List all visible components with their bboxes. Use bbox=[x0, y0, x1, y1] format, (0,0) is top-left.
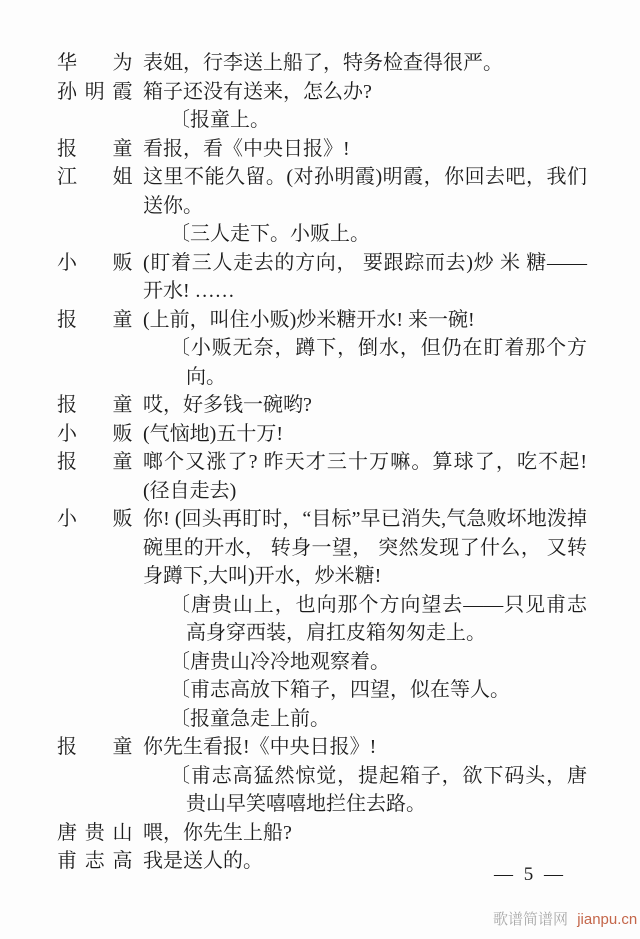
dialogue-line bbox=[57, 135, 640, 164]
speech-text: 我是送人的。 bbox=[143, 850, 263, 872]
dialogue-line bbox=[57, 249, 640, 306]
stage-direction bbox=[57, 762, 640, 819]
speech-text: 喂，你先生上船? bbox=[143, 821, 292, 844]
speaker-name: 报 童 bbox=[57, 736, 133, 758]
dialogue-line bbox=[57, 391, 640, 420]
speaker-name: 甫志高 bbox=[57, 850, 133, 872]
stage-direction-text: 〔小贩无奈，蹲下，倒水，但仍在盯着那个方向。 bbox=[170, 337, 587, 388]
speaker-name: 报 童 bbox=[57, 308, 133, 331]
watermark-site-name: 歌谱简谱网 bbox=[493, 911, 569, 928]
stage-direction bbox=[57, 591, 640, 648]
speech-text: (上前，叫住小贩)炒米糖开水! 来一碗! bbox=[143, 308, 475, 331]
stage-direction bbox=[57, 106, 640, 135]
speech-text: (盯着三人走去的方向， 要跟踪而去)炒 米 糖——开水! …… bbox=[143, 251, 587, 302]
speech-text: 箱子还没有送来，怎么办? bbox=[143, 80, 372, 103]
speaker-name: 江 姐 bbox=[57, 166, 133, 188]
stage-direction-text: 〔甫志高猛然惊觉，提起箱子，欲下码头，唐贵山早笑嘻嘻地拦住去路。 bbox=[170, 764, 587, 815]
watermark bbox=[493, 908, 637, 929]
speech-text: 这里不能久留。(对孙明霞)明霞，你回去吧，我们送你。 bbox=[143, 166, 587, 217]
speaker-name: 报 童 bbox=[57, 394, 133, 416]
speech-text: 你! (回头再盯时，“目标”早已消失,气急败坏地泼掉碗里的开水， 转身一望， 突然发现了什么， 又转身蹲下,大叫)开水，炒米糖! bbox=[143, 508, 587, 587]
speech-text: (气恼地)五十万! bbox=[143, 422, 283, 445]
speaker-name: 小 贩 bbox=[57, 251, 133, 274]
dialogue-line bbox=[57, 163, 640, 220]
stage-direction bbox=[57, 676, 640, 705]
speech-text: 哎，好多钱一碗哟? bbox=[143, 394, 312, 416]
speech-text: 看报，看《中央日报》! bbox=[143, 137, 350, 160]
speaker-name: 小 贩 bbox=[57, 422, 133, 445]
speech-text: 啷个又涨了? 昨天才三十万嘛。算球了，吃不起!(径自走去) bbox=[143, 451, 587, 502]
stage-direction-text: 〔报童急走上前。 bbox=[170, 707, 330, 730]
speech-text: 表姐，行李送上船了，特务检查得很严。 bbox=[143, 52, 503, 74]
stage-direction bbox=[57, 705, 640, 734]
stage-direction-text: 〔报童上。 bbox=[170, 109, 270, 131]
speaker-name: 报 童 bbox=[57, 451, 133, 473]
stage-direction bbox=[57, 220, 640, 249]
stage-direction-text: 〔甫志高放下箱子，四望，似在等人。 bbox=[170, 679, 510, 701]
dialogue-line bbox=[57, 448, 640, 505]
dialogue-line bbox=[57, 78, 640, 107]
dialogue-line bbox=[57, 505, 640, 591]
watermark-site-url: jianpu.cn bbox=[577, 911, 638, 928]
stage-direction-text: 〔唐贵山冷冷地观察着。 bbox=[170, 650, 390, 673]
speaker-name: 小 贩 bbox=[57, 508, 133, 530]
dialogue-line bbox=[57, 49, 640, 78]
speaker-name: 报 童 bbox=[57, 137, 133, 160]
stage-direction-text: 〔三人走下。小贩上。 bbox=[170, 223, 370, 245]
dialogue-line bbox=[57, 733, 640, 762]
dialogue-line bbox=[57, 306, 640, 335]
page-number: — 5 — bbox=[494, 864, 566, 885]
speaker-name: 唐贵山 bbox=[57, 821, 133, 844]
dialogue-line bbox=[57, 819, 640, 848]
speaker-name: 华 为 bbox=[57, 52, 133, 74]
speaker-name: 孙明霞 bbox=[57, 80, 133, 103]
speech-text: 你先生看报!《中央日报》! bbox=[143, 736, 377, 758]
stage-direction bbox=[57, 648, 640, 677]
dialogue-line bbox=[57, 420, 640, 449]
stage-direction bbox=[57, 334, 640, 391]
stage-direction-text: 〔唐贵山上，也向那个方向望去——只见甫志高身穿西装，肩扛皮箱匆匆走上。 bbox=[170, 593, 587, 644]
